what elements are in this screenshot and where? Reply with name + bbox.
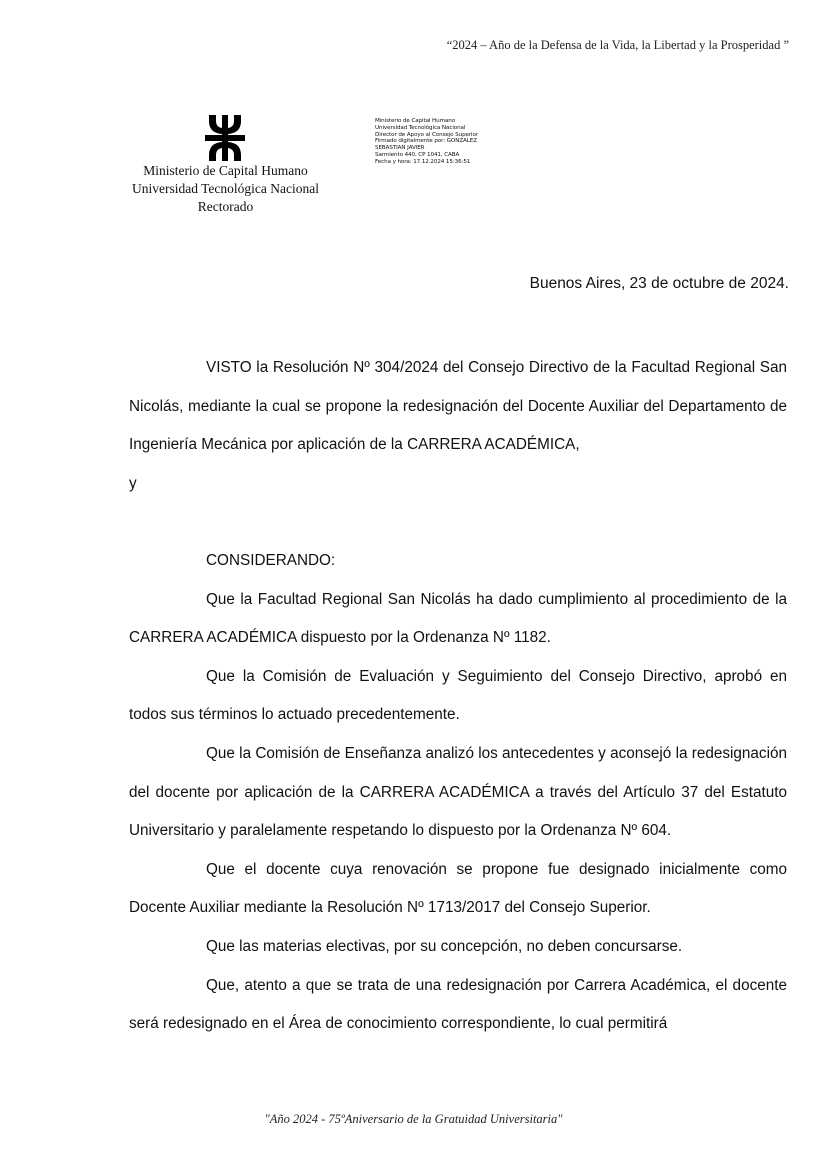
considerando-paragraph: Que el docente cuya renovación se propone fue designado inicialmente como Docente Auxiliar mediante la Resolución Nº 1713/2017 del Consejo Superior. (129, 860, 787, 917)
stamp-line: Director de Apoyo al Consejo Superior (375, 131, 479, 138)
institution-block (108, 162, 343, 216)
header-motto: “2024 – Año de la Defensa de la Vida, la Libertad y la Prosperidad ” (446, 38, 789, 52)
stamp-line: Universidad Tecnológica Nacional (375, 124, 466, 131)
visto-end: y (129, 474, 137, 492)
institution-university: Universidad Tecnológica Nacional (132, 181, 319, 196)
considerando-paragraph: Que la Facultad Regional San Nicolás ha dado cumplimiento al procedimiento de la CARRERA ACADÉMICA dispuesto por la Ordenanza Nº 1182. (129, 590, 787, 647)
considerando-heading: CONSIDERANDO: (206, 551, 336, 569)
stamp-line: Fecha y hora: 17.12.2024 15:36:51 (375, 158, 471, 165)
footer-motto: "Año 2024 - 75ºAniversario de la Gratuidad Universitaria" (264, 1112, 563, 1126)
stamp-line: SEBASTIAN JAVIER (375, 145, 425, 152)
document-body (129, 349, 787, 1044)
utn-logo-icon (205, 115, 245, 161)
considerando-paragraph: Que las materias electivas, por su concepción, no deben concursarse. (206, 937, 683, 955)
date-line: Buenos Aires, 23 de octubre de 2024. (529, 275, 789, 292)
visto-paragraph: VISTO la Resolución Nº 304/2024 del Consejo Directivo de la Facultad Regional San Nicolás, mediante la cual se propone la redesignación del Docente Auxiliar del Departamento de Ingeniería Mecánica por aplicación de la CARRERA ACADÉMICA, (129, 359, 787, 454)
institution-ministry: Ministerio de Capital Humano (143, 163, 308, 178)
stamp-line: Ministerio de Capital Humano (375, 118, 456, 124)
considerando-paragraph: Que la Comisión de Evaluación y Seguimiento del Consejo Directivo, aprobó en todos sus términos lo actuado precedentemente. (129, 667, 787, 724)
digital-signature-stamp (375, 118, 478, 166)
institution-office: Rectorado (197, 199, 254, 214)
considerando-paragraph: Que, atento a que se trata de una redesignación por Carrera Académica, el docente será redesignado en el Área de conocimiento correspondiente, lo cual permitirá (129, 976, 787, 1033)
considerando-paragraph: Que la Comisión de Enseñanza analizó los antecedentes y aconsejó la redesignación del docente por aplicación de la CARRERA ACADÉMICA a través del Artículo 37 del Estatuto Universitario y paralelamente respetando lo dispuesto por la Ordenanza Nº 604. (129, 744, 787, 840)
stamp-line: Firmado digitalmente por: GONZALEZ (375, 138, 477, 145)
stamp-line: Sarmiento 440, CP 1041, CABA (375, 151, 460, 158)
